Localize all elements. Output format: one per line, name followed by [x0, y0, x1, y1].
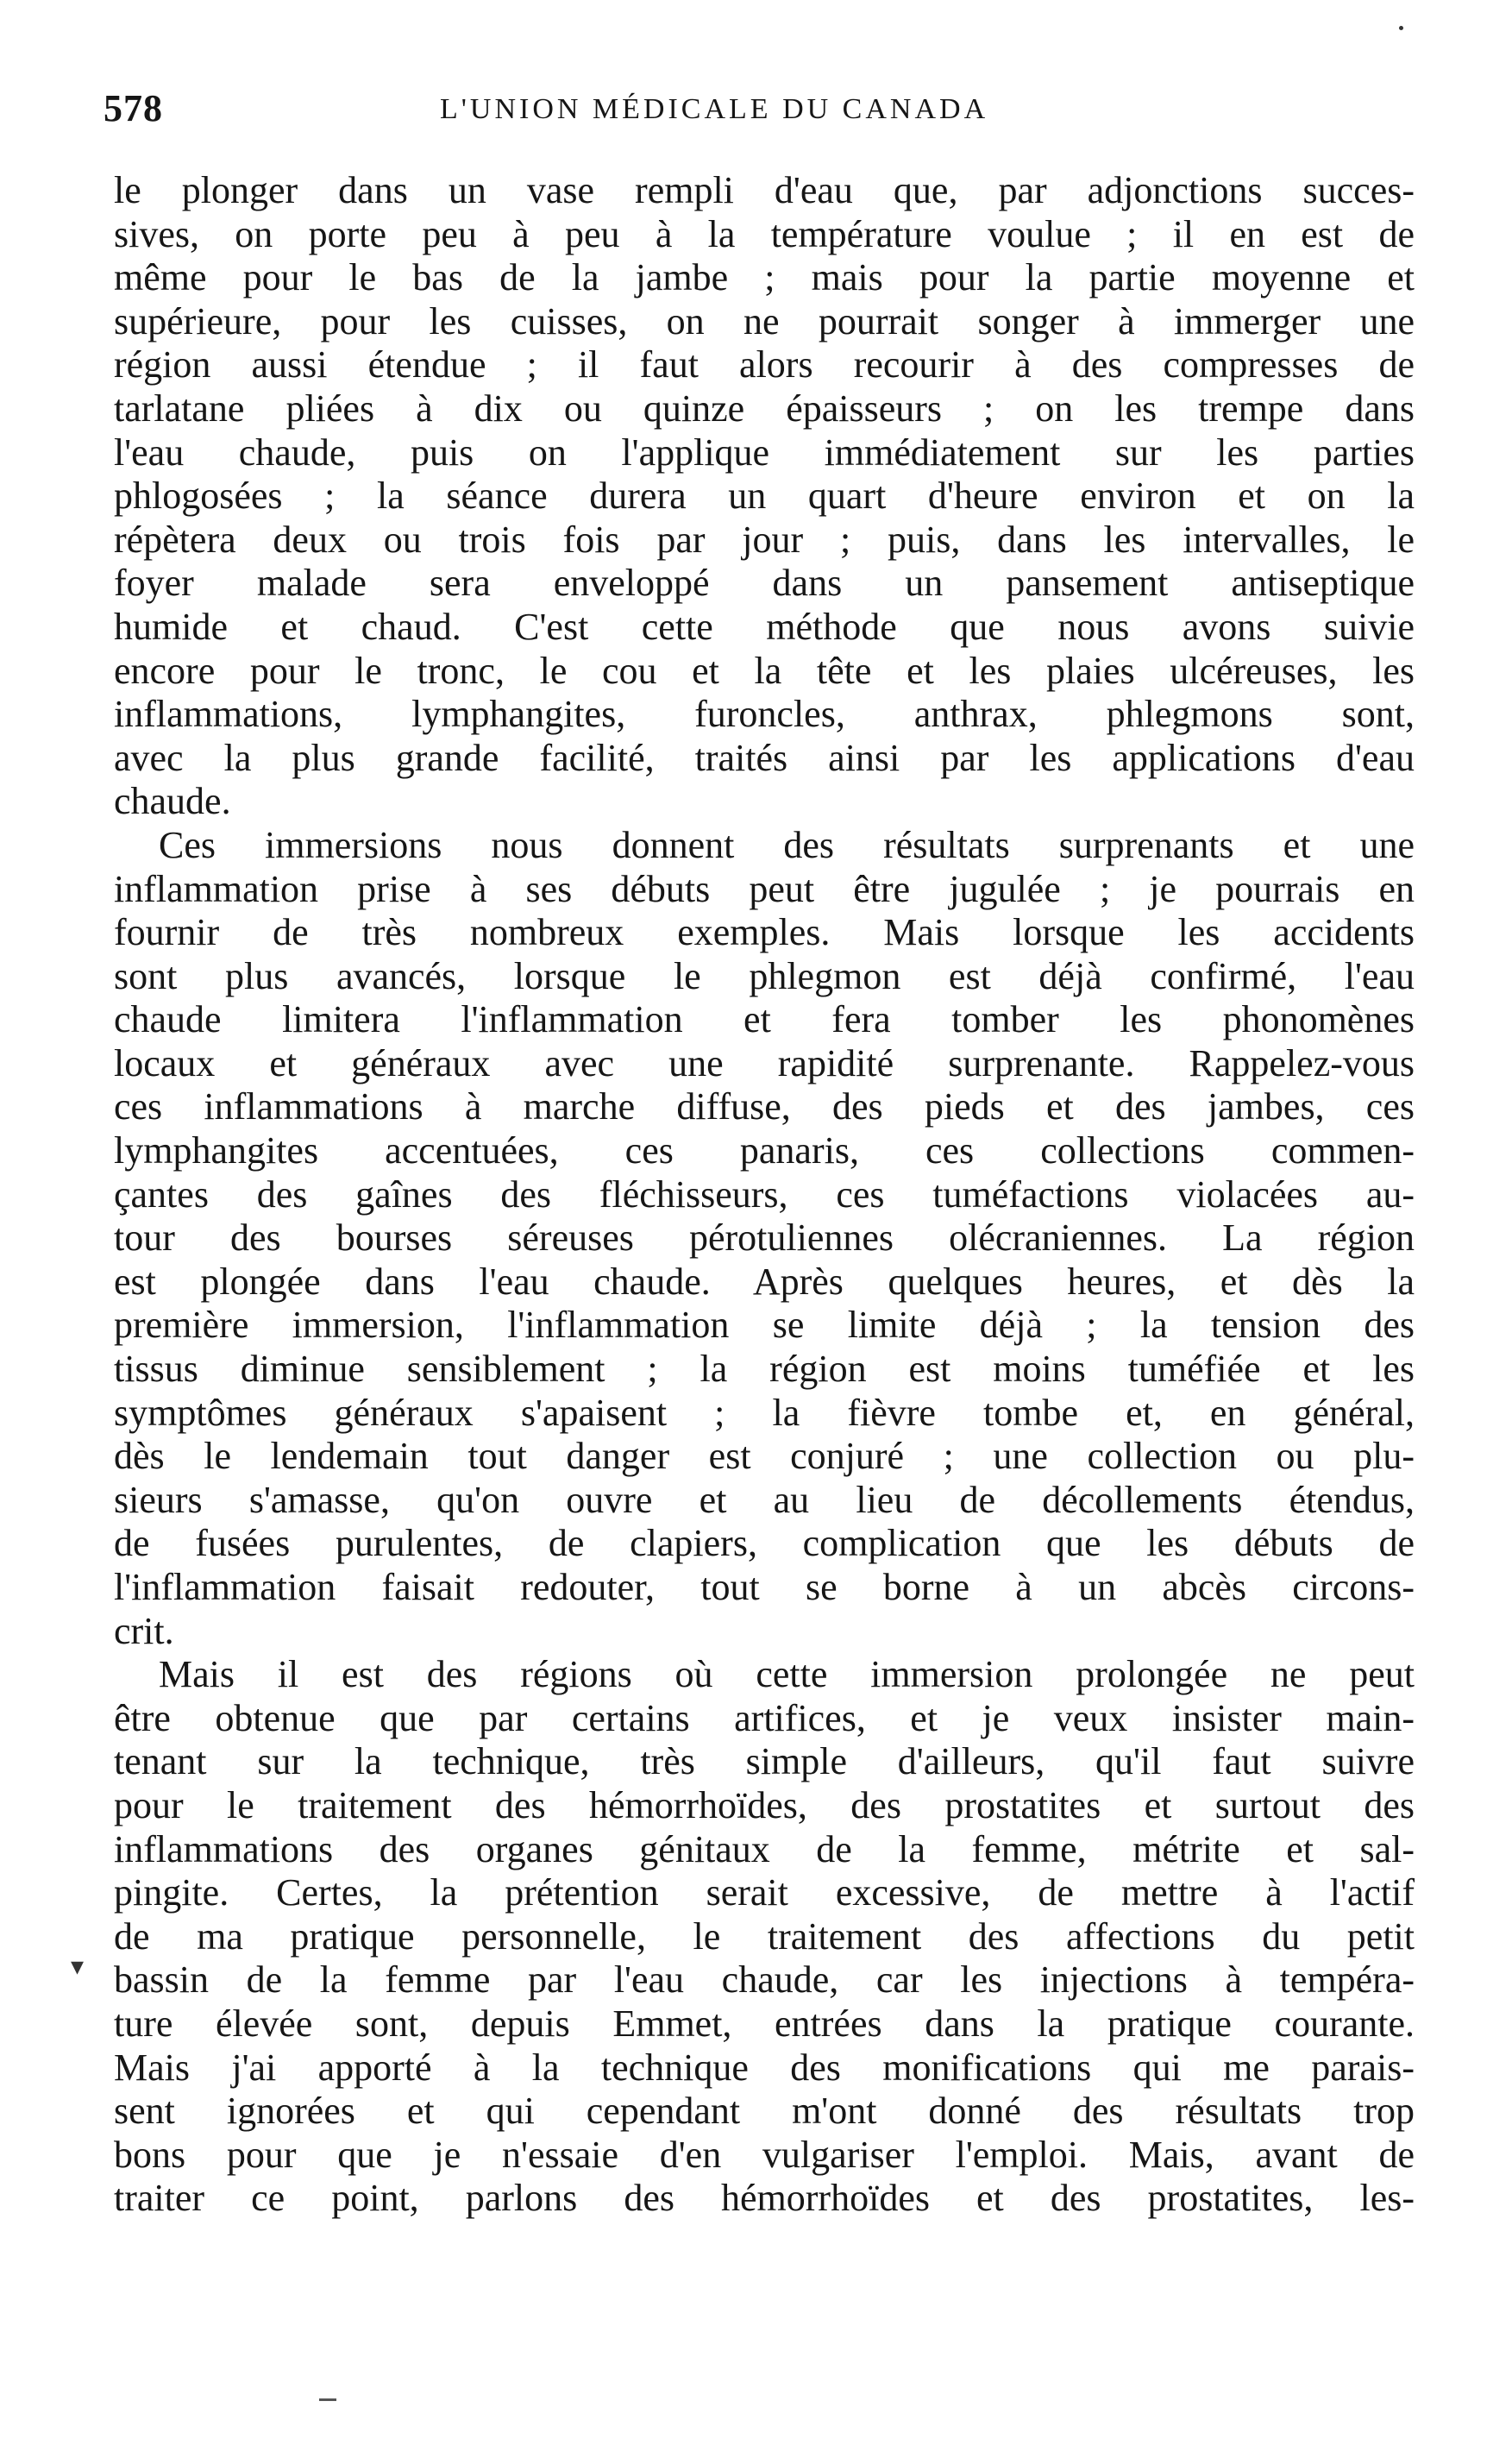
- body-text: [114, 169, 1415, 2221]
- text-line: tour des bourses séreuses pérotuliennes olécraniennes. La région: [114, 1216, 1415, 1260]
- text-line: sont plus avancés, lorsque le phlegmon est déjà confirmé, l'eau: [114, 954, 1415, 997]
- text-line: de ma pratique personnelle, le traitement des affections du petit: [114, 1914, 1415, 1958]
- text-line: chaude limitera l'inflammation et fera tomber les phonomènes: [114, 998, 1415, 1041]
- text-line: chaude.: [114, 780, 231, 823]
- text-line: foyer malade sera enveloppé dans un pansement antiseptique: [114, 562, 1415, 605]
- text-line: Ces immersions nous donnent des résultats surprenants et une: [159, 823, 1415, 866]
- text-line: tissus diminue sensiblement ; la région est moins tuméfiée et les: [114, 1348, 1415, 1391]
- text-line: tenant sur la technique, très simple d'ailleurs, qu'il faut suivre: [114, 1740, 1415, 1783]
- text-line: inflammations des organes génitaux de la femme, métrite et sal-: [114, 1827, 1415, 1870]
- text-line: locaux et généraux avec une rapidité surprenante. Rappelez-vous: [114, 1041, 1415, 1084]
- ink-speck: [1399, 26, 1403, 30]
- ink-smudge: [319, 2398, 336, 2401]
- text-line: fournir de très nombreux exemples. Mais lorsque les accidents: [114, 911, 1415, 954]
- text-line: dès le lendemain tout danger est conjuré ; une collection ou plu-: [114, 1435, 1415, 1478]
- text-line: région aussi étendue ; il faut alors recourir à des compresses de: [114, 343, 1415, 387]
- text-line: Mais il est des régions où cette immersion prolongée ne peut: [159, 1653, 1415, 1696]
- running-title: L'UNION MÉDICALE DU CANADA: [440, 93, 989, 125]
- text-line: le plonger dans un vase rempli d'eau que, par adjonctions succes-: [114, 169, 1415, 211]
- text-line: ture élevée sont, depuis Emmet, entrées dans la pratique courante.: [114, 2002, 1415, 2045]
- text-line: bassin de la femme par l'eau chaude, car les injections à tempéra-: [114, 1958, 1415, 2002]
- text-line: traiter ce point, parlons des hémorrhoïdes et des prostatites, les-: [114, 2177, 1415, 2220]
- text-line: inflammations, lymphangites, furoncles, anthrax, phlegmons sont,: [114, 693, 1415, 736]
- text-line: être obtenue que par certains artifices, et je veux insister main-: [114, 1696, 1415, 1739]
- text-line: supérieure, pour les cuisses, on ne pourrait songer à immerger une: [114, 299, 1415, 343]
- text-line: encore pour le tronc, le cou et la tête et les plaies ulcéreuses, les: [114, 649, 1415, 692]
- text-line: même pour le bas de la jambe ; mais pour la partie moyenne et: [114, 256, 1415, 299]
- text-line: phlogosées ; la séance durera un quart d'heure environ et on la: [114, 475, 1415, 518]
- text-line: première immersion, l'inflammation se limite déjà ; la tension des: [114, 1304, 1415, 1347]
- text-line: répètera deux ou trois fois par jour ; puis, dans les intervalles, le: [114, 518, 1415, 561]
- text-line: est plongée dans l'eau chaude. Après quelques heures, et dès la: [114, 1260, 1415, 1303]
- margin-mark: ▾: [71, 1952, 85, 1981]
- page-number: 578: [104, 87, 163, 129]
- text-line: pingite. Certes, la prétention serait excessive, de mettre à l'actif: [114, 1871, 1415, 1914]
- page-header: [104, 86, 1397, 138]
- text-line: sieurs s'amasse, qu'on ouvre et au lieu de décollements étendus,: [114, 1478, 1415, 1521]
- text-line: avec la plus grande facilité, traités ainsi par les applications d'eau: [114, 736, 1415, 779]
- text-line: bons pour que je n'essaie d'en vulgariser l'emploi. Mais, avant de: [114, 2133, 1415, 2176]
- text-line: humide et chaud. C'est cette méthode que nous avons suivie: [114, 605, 1415, 648]
- text-line: de fusées purulentes, de clapiers, complication que les débuts de: [114, 1522, 1415, 1565]
- text-line: sives, on porte peu à peu à la température voulue ; il en est de: [114, 212, 1415, 255]
- text-line: crit.: [114, 1609, 174, 1652]
- text-line: pour le traitement des hémorrhoïdes, des prostatites et surtout des: [114, 1783, 1415, 1826]
- text-line: tarlatane pliées à dix ou quinze épaisseurs ; on les trempe dans: [114, 387, 1415, 430]
- text-line: l'eau chaude, puis on l'applique immédiatement sur les parties: [114, 431, 1415, 474]
- text-line: ces inflammations à marche diffuse, des pieds et des jambes, ces: [114, 1085, 1415, 1128]
- text-line: sent ignorées et qui cependant m'ont donné des résultats trop: [114, 2090, 1415, 2133]
- text-line: symptômes généraux s'apaisent ; la fièvre tombe et, en général,: [114, 1391, 1415, 1434]
- text-line: Mais j'ai apporté à la technique des monifications qui me parais-: [114, 2046, 1415, 2089]
- text-line: çantes des gaînes des fléchisseurs, ces tuméfactions violacées au-: [114, 1172, 1415, 1216]
- text-line: lymphangites accentuées, ces panaris, ces collections commen-: [114, 1129, 1415, 1172]
- text-line: inflammation prise à ses débuts peut être jugulée ; je pourrais en: [114, 867, 1415, 910]
- text-line: l'inflammation faisait redouter, tout se borne à un abcès circons-: [114, 1566, 1415, 1608]
